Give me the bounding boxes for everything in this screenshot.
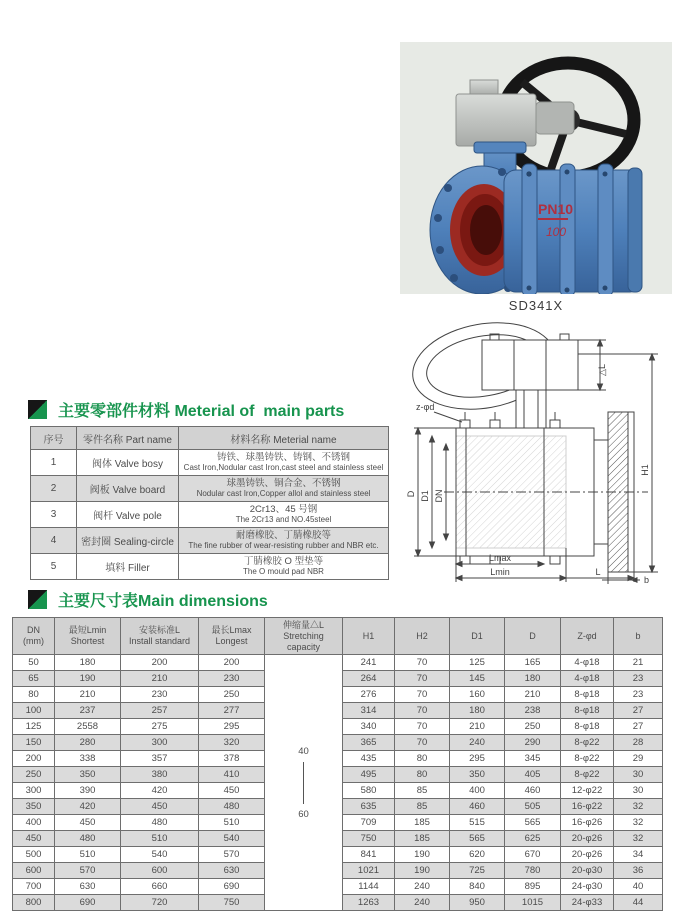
dimensions-cell: 1144 xyxy=(343,879,395,895)
dimensions-cell: 314 xyxy=(343,703,395,719)
dimensions-cell: 295 xyxy=(199,719,265,735)
dimensions-cell: 80 xyxy=(395,767,450,783)
dimensions-cell: 8-φ22 xyxy=(561,767,614,783)
dimensions-cell: 32 xyxy=(614,831,663,847)
section-marker-icon xyxy=(28,590,47,609)
dimensions-cell: 2558 xyxy=(55,719,121,735)
dim-label-d: D xyxy=(406,490,416,498)
dimensions-cell: 720 xyxy=(121,895,199,911)
materials-cell-part: 阀板 Valve board xyxy=(77,476,179,502)
dimensions-cell: 300 xyxy=(121,735,199,751)
dimensions-cell: 480 xyxy=(199,799,265,815)
dimensions-header-cell: DN (mm) xyxy=(13,618,55,655)
dimensions-cell: 630 xyxy=(55,879,121,895)
dimensions-cell: 400 xyxy=(13,815,55,831)
materials-header-material: 材料名称 Meterial name xyxy=(179,427,389,450)
dimensions-cell: 670 xyxy=(505,847,561,863)
materials-row xyxy=(31,476,389,502)
dimensions-cell: 345 xyxy=(505,751,561,767)
dimensions-cell: 540 xyxy=(121,847,199,863)
dimensions-cell: 40 xyxy=(614,879,663,895)
dimensions-cell: 420 xyxy=(121,783,199,799)
dimensions-cell: 400 xyxy=(450,783,505,799)
dimensions-cell: 600 xyxy=(121,863,199,879)
materials-cell-part: 填料 Filler xyxy=(77,554,179,580)
dimensions-cell: 250 xyxy=(13,767,55,783)
product-model: SD341X xyxy=(508,298,564,313)
dimensions-cell: 190 xyxy=(55,671,121,687)
dimensions-cell: 150 xyxy=(13,735,55,751)
dimensions-cell: 600 xyxy=(13,863,55,879)
dimensions-cell: 378 xyxy=(199,751,265,767)
dim-label-b: b xyxy=(644,575,650,585)
dimensions-cell: 237 xyxy=(55,703,121,719)
dimensions-cell: 8-φ18 xyxy=(561,687,614,703)
dimensions-cell: 1263 xyxy=(343,895,395,911)
dim-label-lmin: Lmin xyxy=(490,567,510,577)
dimensions-cell: 70 xyxy=(395,687,450,703)
dimensions-header-cell: 伸缩量△L Stretching capacity xyxy=(265,618,343,655)
dimensions-cell: 690 xyxy=(55,895,121,911)
dimensions-cell: 65 xyxy=(13,671,55,687)
dimensions-cell: 570 xyxy=(55,863,121,879)
dimensions-cell: 480 xyxy=(55,831,121,847)
dimensions-cell: 840 xyxy=(450,879,505,895)
dimensions-cell: 28 xyxy=(614,735,663,751)
dimensions-cell: 85 xyxy=(395,783,450,799)
dimensions-cell: 180 xyxy=(505,671,561,687)
dimensions-cell: 210 xyxy=(55,687,121,703)
materials-row xyxy=(31,554,389,580)
materials-row xyxy=(31,450,389,476)
dimensions-cell: 8-φ22 xyxy=(561,751,614,767)
dim-label-dn: DN xyxy=(434,489,444,503)
materials-row xyxy=(31,502,389,528)
technical-drawing xyxy=(396,320,687,590)
dim-label-delta-l: △L xyxy=(597,364,607,376)
dimensions-cell: 27 xyxy=(614,703,663,719)
valve-photo-image xyxy=(400,42,672,294)
dimensions-table xyxy=(12,617,663,911)
dimensions-cell: 290 xyxy=(505,735,561,751)
dimensions-cell: 210 xyxy=(450,719,505,735)
dimensions-header-cell: 最长Lmax Longest xyxy=(199,618,265,655)
dimensions-cell: 365 xyxy=(343,735,395,751)
materials-header-part: 零件名称 Part name xyxy=(77,427,179,450)
stretching-range-line xyxy=(303,762,304,804)
dimensions-header-cell: 最短Lmin Shortest xyxy=(55,618,121,655)
dimensions-cell: 565 xyxy=(505,815,561,831)
dimensions-cell: 200 xyxy=(13,751,55,767)
dimensions-section-title-text: 主要尺寸表Main dimensions xyxy=(58,593,268,610)
dimensions-cell: 165 xyxy=(505,655,561,671)
dimensions-cell: 660 xyxy=(121,879,199,895)
dimensions-cell: 405 xyxy=(505,767,561,783)
dimensions-cell: 275 xyxy=(121,719,199,735)
dimensions-cell: 190 xyxy=(395,863,450,879)
dimensions-cell: 125 xyxy=(450,655,505,671)
dimensions-header-cell: D1 xyxy=(450,618,505,655)
dimensions-cell: 540 xyxy=(199,831,265,847)
dimensions-cell: 750 xyxy=(199,895,265,911)
dimensions-cell: 240 xyxy=(395,895,450,911)
dimensions-cell: 635 xyxy=(343,799,395,815)
dimensions-header-row xyxy=(13,618,663,655)
dimensions-cell: 80 xyxy=(395,751,450,767)
dimensions-cell: 510 xyxy=(121,831,199,847)
dimensions-cell: 410 xyxy=(199,767,265,783)
dimensions-cell: 185 xyxy=(395,815,450,831)
dimensions-cell: 16-φ26 xyxy=(561,815,614,831)
dimensions-cell: 200 xyxy=(199,655,265,671)
materials-cell-material: 铸铁、球墨铸铁、铸钢、不锈钢 Cast Iron,Nodular cast Iron,cast steel and stainless steel xyxy=(179,450,389,476)
dimensions-cell: 709 xyxy=(343,815,395,831)
dimensions-cell: 450 xyxy=(121,799,199,815)
dimensions-cell: 780 xyxy=(505,863,561,879)
dimensions-cell: 460 xyxy=(505,783,561,799)
dimensions-cell: 230 xyxy=(121,687,199,703)
materials-cell-material: 球墨铸铁、铜合金、不锈钢 Nodular cast Iron,Copper allol and stainless steel xyxy=(179,476,389,502)
dimensions-cell: 20-φ26 xyxy=(561,831,614,847)
dimensions-cell: 210 xyxy=(505,687,561,703)
materials-cell-index: 2 xyxy=(31,476,77,502)
dimensions-cell: 70 xyxy=(395,719,450,735)
dimensions-cell: 950 xyxy=(450,895,505,911)
dimensions-cell: 85 xyxy=(395,799,450,815)
dimensions-header-cell: b xyxy=(614,618,663,655)
dimensions-cell: 420 xyxy=(55,799,121,815)
dimensions-cell: 238 xyxy=(505,703,561,719)
dimensions-cell: 495 xyxy=(343,767,395,783)
dimensions-cell: 8-φ22 xyxy=(561,735,614,751)
materials-section-title xyxy=(28,398,344,421)
dimensions-cell: 625 xyxy=(505,831,561,847)
dimensions-cell: 240 xyxy=(450,735,505,751)
dimensions-cell: 357 xyxy=(121,751,199,767)
dimensions-header-cell: D xyxy=(505,618,561,655)
dimensions-cell: 1015 xyxy=(505,895,561,911)
dim-label-z-phi-d: z-φd xyxy=(416,402,435,412)
dimensions-cell: 565 xyxy=(450,831,505,847)
dimensions-cell: 350 xyxy=(55,767,121,783)
dimensions-cell: 510 xyxy=(199,815,265,831)
dimensions-cell: 12-φ22 xyxy=(561,783,614,799)
dimensions-cell: 29 xyxy=(614,751,663,767)
dimensions-cell: 241 xyxy=(343,655,395,671)
dimensions-cell: 515 xyxy=(450,815,505,831)
materials-section-title-text: 主要零部件材料 Meterial of main parts xyxy=(58,403,345,420)
marking-pn: PN10 xyxy=(538,201,574,217)
dimensions-cell: 230 xyxy=(199,671,265,687)
dimensions-cell: 70 xyxy=(395,655,450,671)
dimensions-cell: 23 xyxy=(614,671,663,687)
dimensions-cell: 180 xyxy=(450,703,505,719)
dimensions-cell: 450 xyxy=(55,815,121,831)
materials-cell-material: 2Cr13、45 号钢 The 2Cr13 and NO.45steel xyxy=(179,502,389,528)
stretching-max: 60 xyxy=(298,808,309,820)
materials-table xyxy=(30,426,389,580)
dimensions-cell: 620 xyxy=(450,847,505,863)
dimensions-cell: 32 xyxy=(614,799,663,815)
stretching-capacity-cell xyxy=(265,655,343,911)
materials-cell-part: 密封圈 Sealing-circle xyxy=(77,528,179,554)
dimensions-cell: 185 xyxy=(395,831,450,847)
dimensions-cell: 277 xyxy=(199,703,265,719)
dimensions-cell: 8-φ18 xyxy=(561,719,614,735)
materials-header-index: 序号 xyxy=(31,427,77,450)
dimensions-cell: 34 xyxy=(614,847,663,863)
dimensions-cell: 100 xyxy=(13,703,55,719)
dimensions-section-title xyxy=(28,588,268,611)
dimensions-cell: 30 xyxy=(614,783,663,799)
dimensions-cell: 725 xyxy=(450,863,505,879)
dimensions-cell: 276 xyxy=(343,687,395,703)
materials-cell-index: 5 xyxy=(31,554,77,580)
dimensions-cell: 500 xyxy=(13,847,55,863)
dimensions-cell: 690 xyxy=(199,879,265,895)
dimension-drawing-image xyxy=(396,320,687,590)
dimensions-cell: 36 xyxy=(614,863,663,879)
dimensions-cell: 390 xyxy=(55,783,121,799)
dimensions-cell: 180 xyxy=(55,655,121,671)
dimensions-cell: 21 xyxy=(614,655,663,671)
valve-body xyxy=(504,164,642,294)
materials-cell-index: 4 xyxy=(31,528,77,554)
dimensions-cell: 240 xyxy=(395,879,450,895)
dim-label-lmax: Lmax xyxy=(488,553,512,563)
dimensions-cell: 190 xyxy=(395,847,450,863)
dimensions-cell: 480 xyxy=(121,815,199,831)
dimensions-cell: 505 xyxy=(505,799,561,815)
dimensions-cell: 895 xyxy=(505,879,561,895)
dimensions-cell: 44 xyxy=(614,895,663,911)
dimensions-cell: 350 xyxy=(450,767,505,783)
materials-cell-index: 1 xyxy=(31,450,77,476)
dimensions-cell: 32 xyxy=(614,815,663,831)
dimensions-cell: 210 xyxy=(121,671,199,687)
dimensions-header-cell: 安装标准L Install standard xyxy=(121,618,199,655)
dimensions-cell: 435 xyxy=(343,751,395,767)
dimensions-cell: 750 xyxy=(343,831,395,847)
dimensions-cell: 630 xyxy=(199,863,265,879)
section-marker-icon xyxy=(28,400,47,419)
dimensions-cell: 20-φ30 xyxy=(561,863,614,879)
dimensions-cell: 50 xyxy=(13,655,55,671)
dimensions-cell: 23 xyxy=(614,687,663,703)
dimensions-cell: 380 xyxy=(121,767,199,783)
dimensions-cell: 460 xyxy=(450,799,505,815)
dimensions-cell: 4-φ18 xyxy=(561,655,614,671)
dimensions-cell: 340 xyxy=(343,719,395,735)
dim-label-l: L xyxy=(595,567,601,577)
dimensions-cell: 30 xyxy=(614,767,663,783)
materials-cell-part: 阀体 Valve bosy xyxy=(77,450,179,476)
dimensions-cell: 200 xyxy=(121,655,199,671)
dim-label-d1: D1 xyxy=(420,490,430,502)
materials-cell-part: 阀杆 Valve pole xyxy=(77,502,179,528)
dimensions-cell: 27 xyxy=(614,719,663,735)
dimensions-cell: 338 xyxy=(55,751,121,767)
dimensions-cell: 350 xyxy=(13,799,55,815)
dimensions-cell: 450 xyxy=(199,783,265,799)
dimensions-cell: 24-φ33 xyxy=(561,895,614,911)
dim-label-h1: H1 xyxy=(640,464,650,476)
dimensions-cell: 70 xyxy=(395,671,450,687)
materials-cell-index: 3 xyxy=(31,502,77,528)
dimensions-cell: 257 xyxy=(121,703,199,719)
dimensions-cell: 250 xyxy=(199,687,265,703)
dimensions-cell: 24-φ30 xyxy=(561,879,614,895)
dimensions-header-cell: Z-φd xyxy=(561,618,614,655)
dimensions-cell: 580 xyxy=(343,783,395,799)
dimensions-cell: 70 xyxy=(395,735,450,751)
dimensions-cell: 700 xyxy=(13,879,55,895)
dimensions-cell: 800 xyxy=(13,895,55,911)
dimensions-cell: 1021 xyxy=(343,863,395,879)
dimensions-cell: 450 xyxy=(13,831,55,847)
materials-header-row xyxy=(31,427,389,450)
dimensions-cell: 320 xyxy=(199,735,265,751)
dimensions-cell: 80 xyxy=(13,687,55,703)
dimensions-cell: 125 xyxy=(13,719,55,735)
dimensions-header-cell: H2 xyxy=(395,618,450,655)
dimensions-cell: 570 xyxy=(199,847,265,863)
materials-row xyxy=(31,528,389,554)
marking-dn: 100 xyxy=(546,225,567,239)
dimensions-row xyxy=(13,655,663,671)
dimensions-cell: 250 xyxy=(505,719,561,735)
dimensions-cell: 70 xyxy=(395,703,450,719)
dimensions-cell: 280 xyxy=(55,735,121,751)
materials-cell-material: 耐磨橡胶、丁腈橡胶等 The fine rubber of wear-resisting rubber and NBR etc. xyxy=(179,528,389,554)
dimensions-cell: 20-φ26 xyxy=(561,847,614,863)
dimensions-cell: 264 xyxy=(343,671,395,687)
dimensions-cell: 145 xyxy=(450,671,505,687)
materials-cell-material: 丁腈橡胶 O 型垫等 The O mould pad NBR xyxy=(179,554,389,580)
product-photo xyxy=(400,42,672,313)
dimensions-cell: 8-φ18 xyxy=(561,703,614,719)
dimensions-cell: 160 xyxy=(450,687,505,703)
dimensions-cell: 295 xyxy=(450,751,505,767)
dimensions-cell: 300 xyxy=(13,783,55,799)
stretching-min: 40 xyxy=(298,745,309,757)
dimensions-cell: 4-φ18 xyxy=(561,671,614,687)
dimensions-cell: 16-φ22 xyxy=(561,799,614,815)
dimensions-cell: 841 xyxy=(343,847,395,863)
dimensions-header-cell: H1 xyxy=(343,618,395,655)
dimensions-cell: 510 xyxy=(55,847,121,863)
